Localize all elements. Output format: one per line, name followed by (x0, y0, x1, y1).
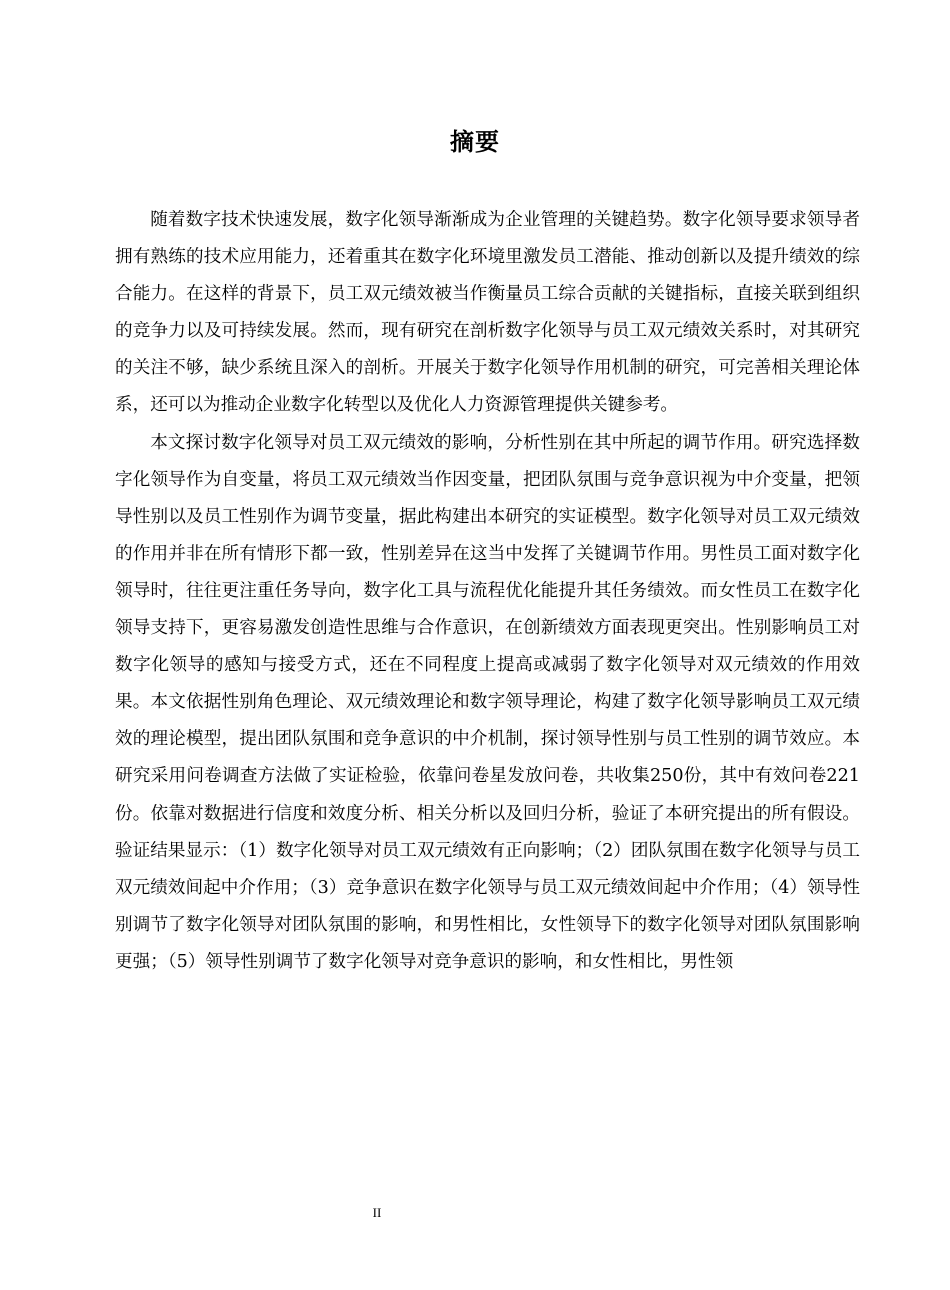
abstract-body (115, 202, 860, 981)
abstract-paragraph-1: 随着数字技术快速发展，数字化领导渐渐成为企业管理的关键趋势。数字化领导要求领导者拥有熟练的技术应用能力，还着重其在数字化环境里激发员工潜能、推动创新以及提升绩效的综合能力。在这样的背景下，员工双元绩效被当作衡量员工综合贡献的关键指标，直接关联到组织的竞争力以及可持续发展。然而，现有研究在剖析数字化领导与员工双元绩效关系时，对其研究的关注不够，缺少系统且深入的剖析。开展关于数字化领导作用机制的研究，可完善相关理论体系，还可以为推动企业数字化转型以及优化人力资源管理提供关键参考。 (115, 210, 860, 416)
page-number: II (372, 1205, 382, 1220)
page-title: 摘要 (450, 127, 500, 156)
abstract-paragraph-2: 本文探讨数字化领导对员工双元绩效的影响，分析性别在其中所起的调节作用。研究选择数字化领导作为自变量，将员工双元绩效当作因变量，把团队氛围与竞争意识视为中介变量，把领导性别以及员工性别作为调节变量，据此构建出本研究的实证模型。数字化领导对员工双元绩效的作用并非在所有情形下都一致，性别差异在这当中发挥了关键调节作用。男性员工面对数字化领导时，往往更注重任务导向，数字化工具与流程优化能提升其任务绩效。而女性员工在数字化领导支持下，更容易激发创造性思维与合作意识，在创新绩效方面表现更突出。性别影响员工对数字化领导的感知与接受方式，还在不同程度上提高或减弱了数字化领导对双元绩效的作用效果。本文依据性别角色理论、双元绩效理论和数字领导理论，构建了数字化领导影响员工双元绩效的理论模型，提出团队氛围和竞争意识的中介机制，探讨领导性别与员工性别的调节效应。本研究采用问卷调查方法做了实证检验，依靠问卷星发放问卷，共收集250份，其中有效问卷221份。依靠对数据进行信度和效度分析、相关分析以及回归分析，验证了本研究提出的所有假设。验证结果显示：（1）数字化领导对员工双元绩效有正向影响；（2）团队氛围在数字化领导与员工双元绩效间起中介作用；（3）竞争意识在数字化领导与员工双元绩效间起中介作用；（4）领导性别调节了数字化领导对团队氛围的影响，和男性相比，女性领导下的数字化领导对团队氛围影响更强；（5）领导性别调节了数字化领导对竞争意识的影响，和女性相比，男性领 (115, 432, 860, 972)
